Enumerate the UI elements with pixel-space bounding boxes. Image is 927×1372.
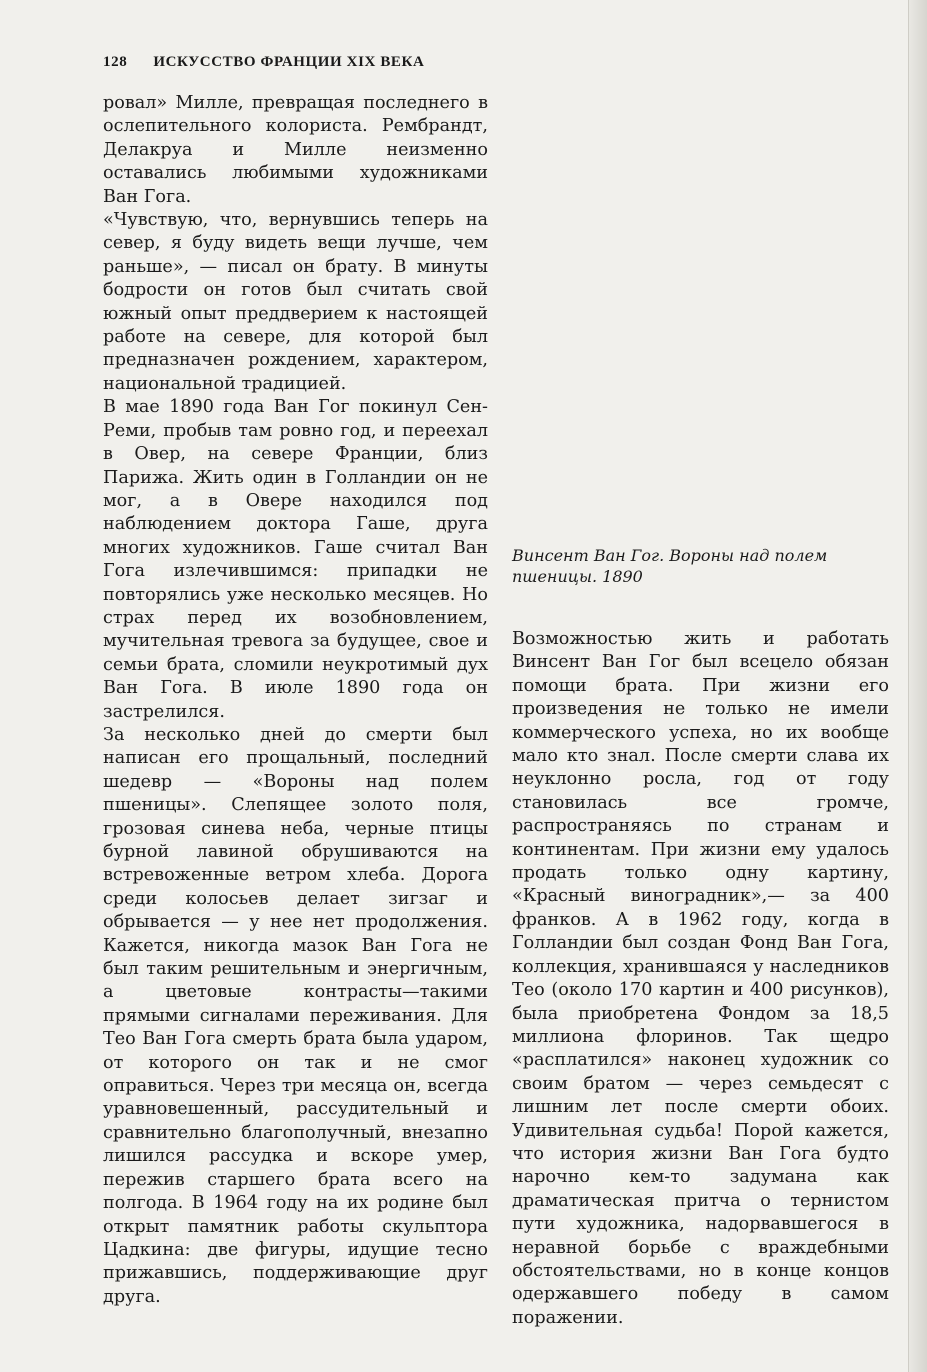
- paragraph: В мае 1890 года Ван Гог покинул Сен-Реми, пробыв там ровно год, и переехал в Овер, на севере Франции, близ Парижа. Жить один в Голландии он не мог, а в Овере находился под наблюдением доктора Гаше, друга многих художников. Гаше считал Ван Гога излечившимся: припадки не повторялись уже несколько месяцев. Но страх перед их возобновлением, мучительная тревога за будущее, свое и семьи брата, сломили неукротимый дух Ван Гога. В июле 1890 года он застрелился.: [103, 397, 488, 722]
- running-head: [103, 54, 503, 71]
- page-number: 128: [103, 54, 128, 70]
- paragraph: «Чувствую, что, вернувшись теперь на север, я буду видеть вещи лучше, чем раньше», — писал он брату. В минуты бодрости он готов был считать свой южный опыт преддверием к настоящей работе на севере, для которой был предназначен рождением, характером, национальной традицией.: [103, 210, 488, 394]
- paragraph: ровал» Милле, превращая последнего в ослепительного колориста. Рембрандт, Делакруа и Милле неизменно оставались любимыми художниками Ван Гога.: [103, 93, 488, 207]
- left-column: [103, 92, 488, 1309]
- page-edge: [908, 0, 927, 1372]
- right-column: [512, 628, 889, 1330]
- book-title: ИСКУССТВО ФРАНЦИИ XIX ВЕКА: [153, 54, 425, 70]
- paragraph: Возможностью жить и работать Винсент Ван Гог был всецело обязан помощи брата. При жизни его произведения не только не имели коммерческого успеха, но их вообще мало кто знал. После смерти слава их неуклонно росла, год от году становилась все громче, распространяясь по странам и континентам. При жизни ему удалось продать только одну картину, «Красный виноградник»,— за 400 франков. А в 1962 году, когда в Голландии был создан Фонд Ван Гога, коллекция, хранившаяся у наследников Тео (около 170 картин и 400 рисунков), была приобретена Фондом за 18,5 миллиона флоринов. Так щедро «расплатился» наконец художник со своим братом — через семьдесят с лишним лет после смерти обоих. Удивительная судьба! Порой кажется, что история жизни Ван Гога будто нарочно кем-то задумана как драматическая притча о тернистом пути художника, надорвавшегося в неравной борьбе с враждебными обстоятельствами, но в конце концов одержавшего победу в самом поражении.: [512, 629, 889, 1328]
- paragraph: За несколько дней до смерти был написан его прощальный, последний шедевр — «Вороны над полем пшеницы». Слепящее золото поля, грозовая синева неба, черные птицы бурной лавиной обрушиваются на встревоженные ветром хлеба. Дорога среди колосьев делает зигзаг и обрывается — у нее нет продолжения. Кажется, никогда мазок Ван Гога не был таким решительным и энергичным, а цветовые контрасты—такими прямыми сигналами переживания. Для Тео Ван Гога смерть брата была ударом, от которого он так и не смог оправиться. Через три месяца он, всегда уравновешенный, рассудительный и сравнительно благополучный, внезапно лишился рассудка и вскоре умер, пережив старшего брата всего на полгода. В 1964 году на их родине был открыт памятник работы скульптора Цадкина: две фигуры, идущие тесно прижавшись, поддерживающие друг друга.: [103, 724, 488, 1307]
- figure-caption: Винсент Ван Гог. Вороны над полем пшеницы. 1890: [512, 546, 828, 586]
